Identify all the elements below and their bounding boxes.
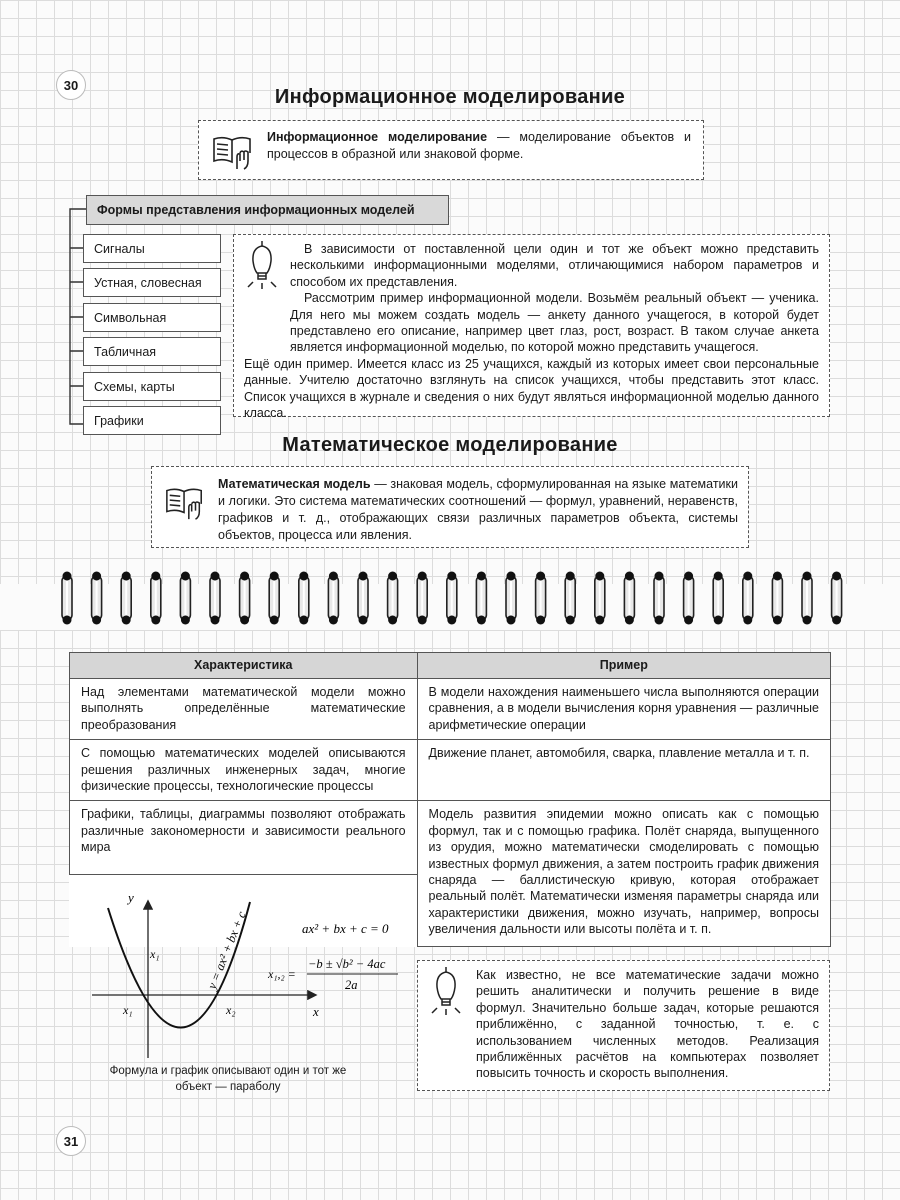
table-header-row [70,653,831,679]
table-row [70,679,831,740]
form-item-schemes: Схемы, карты [83,372,221,401]
spiral-ring [240,572,250,625]
lightbulb-icon [428,965,464,1021]
spiral-ring [92,572,102,625]
spiral-ring [417,572,427,625]
definition-term: Информационное моделирование [267,130,488,144]
math-note-text: Как известно, не все математические задачи можно решить аналитически и получить решение в виде формул. Значительно больше задач, которые решаются приближённо, с заданной точностью, т. е. с использованием численных методов. Реализация приближённых расчётов на компьютерах позволяет повысить точность и скорость выполнения. [476,968,819,1081]
math-definition-text [218,476,738,544]
spiral-ring [180,572,190,625]
book-hand-icon [164,482,206,527]
definition-body: — знаковая модель, сформулированная на языке математики и логики. Это система математических соотношений — формул, уравнений, неравенств, графиков и т. д., отображающих связи различных параметров объекта, системы объектов, процесса или явления. [218,477,738,542]
roots-formula-lhs: x₁,₂ = [268,967,296,981]
graph-caption: Формула и график описывают один и тот же объект — параболу [109,1065,347,1093]
book-hand-icon [211,131,255,176]
info-note-paragraph-3: Ещё один пример. Имеется класс из 25 учащихся, каждый из которых имеет свои персональные данные. Учителю достаточно взглянуть на список учащихся, чтобы представить этот класс. Список учащихся в журнале и сведения о них будут являться информационной моделью данного класса. [244,356,819,421]
spiral-ring [62,572,72,625]
info-definition-box [198,120,704,180]
form-item-signals: Сигналы [83,234,221,263]
spiral-ring [269,572,279,625]
y-axis-label: y [128,890,134,905]
spiral-ring [447,572,457,625]
spiral-ring [624,572,634,625]
roots-formula-denominator: 2a [345,978,358,992]
definition-body: — моделирование объектов и процессов в образной или знаковой форме. [267,130,691,161]
x1-root-label: x₁ [123,1003,133,1017]
definition-term: Математическая модель [218,477,371,491]
info-section-title: Информационное моделирование [274,86,626,108]
table-cell: Над элементами математической модели можно выполнять определённые математические преобразования [70,679,418,740]
quadratic-equation: ax² + bx + c = 0 [302,921,389,936]
spiral-ring [358,572,368,625]
form-item-symbolic: Символьная [83,303,221,332]
table-row [70,801,831,875]
info-note-paragraph-2: Рассмотрим пример информационной модели. Возьмём реальный объект — ученика. Для него мы можем создать модель — анкету данного учащегося, в которой будет представлено его описание, например цвет глаз, рост, возраст. В таком случае анкета является информационной моделью, по которой можно представить учащегося. [290,291,819,355]
spiral-rings [0,568,900,630]
form-item-oral: Устная, словесная [83,268,221,297]
info-note-paragraph-1: В зависимости от поставленной цели один и тот же объект можно представить несколькими информационными моделями, отличающимися набором параметров и способом их представления. [290,242,819,289]
page-number-bottom: 31 [56,1126,86,1156]
spiral-ring [328,572,338,625]
spiral-ring [802,572,812,625]
spiral-ring [713,572,723,625]
spiral-ring [832,572,842,625]
table-header-example: Пример [417,653,830,679]
parabola-graph [80,880,410,1060]
table-cell: Модель развития эпидемии можно описать как с помощью формул, так и с помощью графика. Полёт снаряда, выпущенного из орудия, можно математически смоделировать с помощью известных формул движения, а затем построить график движения снаряда — баллистическую кривую, которая отображает реальный полёт. Математически изменяя параметры снаряда или характеристики движения, можно изучать, например, вопросы увеличения дальности или высоты полёта и т. п. [417,801,830,947]
form-item-graphs: Графики [83,406,221,435]
math-section-title: Математическое моделирование [282,434,618,456]
table-row [70,740,831,801]
spiral-ring [299,572,309,625]
spiral-ring [388,572,398,625]
spiral-ring [684,572,694,625]
page-number-top: 30 [56,70,86,100]
math-definition-box [151,466,749,548]
spiral-ring [121,572,131,625]
spiral-ring [536,572,546,625]
spiral-ring [476,572,486,625]
x2-root-label: x₂ [226,1003,236,1017]
x-axis-label: x [313,1004,319,1019]
info-note-box [233,234,830,421]
spiral-ring [151,572,161,625]
spiral-binding [0,568,900,630]
curve-equation-label: y = ax² + bx + c [204,909,249,992]
spiral-ring [210,572,220,625]
math-note-box [417,960,830,1091]
spiral-ring [772,572,782,625]
spiral-ring [565,572,575,625]
table-cell: Движение планет, автомобиля, сварка, плавление металла и т. п. [417,740,830,801]
spiral-ring [743,572,753,625]
info-definition-text [267,129,691,163]
spiral-ring [506,572,516,625]
forms-header: Формы представления информационных моделей [86,195,449,225]
table-cell: Графики, таблицы, диаграммы позволяют отображать различные закономерности и зависимости реального мира [70,801,418,875]
form-item-tabular: Табличная [83,337,221,366]
x1-axis-mark: x₁ [150,947,160,961]
table-cell: С помощью математических моделей описываются решения различных инженерных задач, многие физические процессы, технологические процессы [70,740,418,801]
table-cell: В модели нахождения наименьшего числа выполняются операции сравнения, а в модели вычисления корня уравнения — различные арифметические операции [417,679,830,740]
spiral-ring [654,572,664,625]
roots-formula-numerator: −b ± √b² − 4ac [308,957,386,971]
lightbulb-icon [244,239,280,295]
spiral-ring [595,572,605,625]
table-header-characteristic: Характеристика [70,653,418,679]
